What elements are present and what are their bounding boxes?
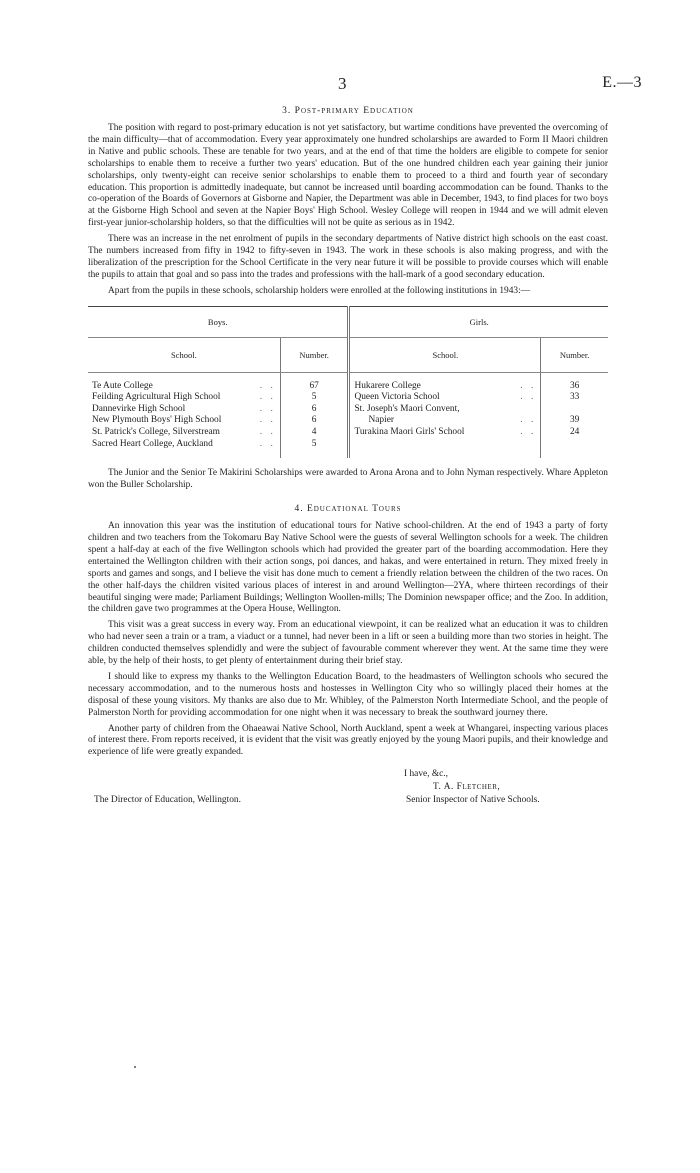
boys-school-text: Feilding Agricultural High School bbox=[92, 392, 221, 403]
boys-number-cell bbox=[280, 439, 349, 451]
dot-leader: . . bbox=[520, 427, 537, 438]
group-header-boys: Boys. bbox=[88, 306, 349, 337]
girls-number-text: 24 bbox=[569, 427, 580, 438]
girls-school-text: Napier bbox=[368, 415, 394, 426]
signatory-name: T. A. Fletcher, bbox=[433, 782, 501, 793]
boys-number-text: 5 bbox=[311, 438, 317, 449]
scholarship-institutions-table bbox=[88, 306, 608, 459]
paragraph: There was an increase in the net enrolment of pupils in the secondary departments of Native district high schools on the east coast. The numbers increased from fifty in 1942 to fifty-seven in 1943. The work in these schools is also making progress, and with the liberalization of the prescription for the School Certificate in the very near future it will be possible to provide courses which will enable the pupils to attain that goal and so pass into the trades and professions with the hall-mark of a good secondary education. bbox=[88, 234, 608, 280]
page-header bbox=[0, 74, 700, 96]
paragraph: The Junior and the Senior Te Makirini Scholarships were awarded to Arona Arona and to John Nyman respectively. Whare Appleton won the Buller Scholarship. bbox=[88, 468, 608, 491]
boys-school-cell bbox=[88, 439, 280, 451]
girls-number-text: 36 bbox=[569, 380, 580, 391]
table-row bbox=[88, 439, 608, 451]
column-header-number: Number. bbox=[541, 337, 608, 372]
girls-number-cell bbox=[541, 404, 608, 416]
dot-leader: . . bbox=[259, 427, 276, 438]
dot-leader: . . bbox=[259, 403, 276, 414]
dot-leader: . . bbox=[520, 380, 537, 391]
boys-number-text: 4 bbox=[311, 427, 317, 438]
girls-number-text: 39 bbox=[569, 415, 580, 426]
boys-number-cell bbox=[280, 427, 349, 439]
dot-leader: . . bbox=[259, 392, 276, 403]
boys-school-cell bbox=[88, 392, 280, 404]
boys-school-text: Sacred Heart College, Auckland bbox=[92, 438, 213, 449]
paragraph: I should like to express my thanks to the Wellington Education Board, to the headmasters of Wellington schools who secured the necessary accommodation, and to the numerous hosts and hostesses in Wellington City who so willingly placed their homes at the disposal of these young visitors. My thanks are also due to Mr. Whibley, of the Palmerston North Intermediate School, and the people of Palmerston North for providing accommodation for one night when it was necessary to break the southward journey there. bbox=[88, 671, 608, 718]
closing-salutation: I have, &c., bbox=[404, 769, 448, 780]
boys-number-text: 6 bbox=[311, 415, 317, 426]
boys-number-text: 6 bbox=[311, 403, 317, 414]
table-body bbox=[88, 372, 608, 458]
boys-number-cell bbox=[280, 381, 349, 393]
girls-number-cell bbox=[541, 439, 608, 451]
girls-school-cell bbox=[349, 415, 541, 427]
girls-school-text: St. Joseph's Maori Convent, bbox=[354, 403, 460, 414]
dot-leader: . . bbox=[259, 380, 276, 391]
boys-number-cell bbox=[280, 415, 349, 427]
group-header-girls: Girls. bbox=[349, 306, 608, 337]
dot-leader: . . bbox=[259, 438, 276, 449]
paragraph: The position with regard to post-primary education is not yet satisfactory, but wartime conditions have prevented the overcoming of the main difficulty—that of accommodation. Every year approximately one hundred scholarships are awarded to Form II Maori children in Native and public schools. These are tenable for two years, and at the end of that time the holders are eligible to compete for senior scholarships to enable them to receive a further two years' education. But of the one hundred children each year gaining their junior scholarships, only twenty-eight can receive senior scholarships to enable them to proceed to a third and fourth year of secondary education. This proportion is admittedly inadequate, but cannot be increased until boarding accommodation can be found. Thanks to the co-operation of the Boards of Governors at Gisborne and Napier, the Department was able in December, 1943, to find places for two boys at the Gisborne High School and seven at the Napier Boys' High School. Wesley College will reopen in 1944 and we will admit eleven first-year junior-scholarship holders, so that the difficulties will not be quite as serious as in 1942. bbox=[88, 123, 608, 229]
table-row bbox=[88, 392, 608, 404]
girls-number-cell bbox=[541, 392, 608, 404]
page-number: 3 bbox=[338, 74, 347, 93]
dot-leader: . . bbox=[520, 415, 537, 426]
girls-number-cell bbox=[541, 427, 608, 439]
column-header-school: School. bbox=[349, 337, 541, 372]
boys-school-text: Te Aute College bbox=[92, 380, 153, 391]
boys-number-text: 5 bbox=[311, 392, 317, 403]
girls-number-text: 33 bbox=[569, 392, 580, 403]
boys-school-cell bbox=[88, 381, 280, 393]
girls-school-cell bbox=[349, 404, 541, 416]
boys-school-cell bbox=[88, 404, 280, 416]
girls-school-cell bbox=[349, 392, 541, 404]
page-body bbox=[88, 104, 608, 839]
boys-number-cell bbox=[280, 404, 349, 416]
signatory-title: Senior Inspector of Native Schools. bbox=[406, 795, 540, 806]
signature-block bbox=[88, 769, 608, 839]
table-row bbox=[88, 404, 608, 416]
boys-school-text: St. Patrick's College, Silverstream bbox=[92, 427, 220, 438]
girls-school-cell bbox=[349, 439, 541, 451]
paragraph: Another party of children from the Ohaeawai Native School, North Auckland, spent a week at Whangarei, inspecting various places of interest there. From reports received, it is evident that the visit was greatly enjoyed by the young Maori pupils, and their knowledge and experience of life were greatly expanded. bbox=[88, 723, 608, 758]
girls-school-text: Turakina Maori Girls' School bbox=[354, 427, 465, 438]
girls-school-cell bbox=[349, 427, 541, 439]
addressee: The Director of Education, Wellington. bbox=[94, 795, 241, 806]
girls-school-text: Queen Victoria School bbox=[354, 392, 440, 403]
boys-school-text: New Plymouth Boys' High School bbox=[92, 415, 222, 426]
ink-speck bbox=[134, 1066, 136, 1068]
column-header-school: School. bbox=[88, 337, 280, 372]
girls-number-cell bbox=[541, 381, 608, 393]
boys-number-cell bbox=[280, 392, 349, 404]
boys-school-cell bbox=[88, 427, 280, 439]
dot-leader: . . bbox=[259, 415, 276, 426]
paragraph: This visit was a great success in every way. From an educational viewpoint, it can be realized what an education it was to children who had never seen a train or a tram, a viaduct or a tunnel, had never been in a lift or seen a building more than two stories in height. The children conducted themselves splendidly and were the subject of favourable comment wherever they went. At the same time they were able, by the help of their hosts, to get plenty of entertainment during their brief stay. bbox=[88, 620, 608, 667]
paragraph: An innovation this year was the institution of educational tours for Native school-children. At the end of 1943 a party of forty children and two teachers from the Tokomaru Bay Native School were the guests of several Wellington schools for a week. The children spent a half-day at each of the five Wellington schools which had provided the greater part of the boarding accommodation. Here they entertained the Wellington children with their action songs, poi dances, and hakas, and were entertained in return. They mixed freely in sports and games and songs, and I believe the visit has done much to cement a friendly relation between the children of the two races. On the other half-days the children visited various places of interest in and around Wellington—2YA, where thirteen recordings of their beautiful singing were made; Parliament Buildings; Wellington Woollen-mills; The Dominion newspaper office; and the Zoo. In addition, the children gave two programmes at the Opera House, Wellington. bbox=[88, 521, 608, 615]
boys-school-cell bbox=[88, 415, 280, 427]
table-row bbox=[88, 427, 608, 439]
section-title-educational-tours: 4. Educational Tours bbox=[294, 504, 402, 515]
boys-number-text: 67 bbox=[309, 380, 319, 391]
girls-school-text: Hukarere College bbox=[354, 380, 421, 391]
table-row bbox=[88, 381, 608, 393]
dot-leader: . . bbox=[520, 392, 537, 403]
page-reference: E.—3 bbox=[602, 74, 642, 91]
girls-school-cell bbox=[349, 381, 541, 393]
column-header-number: Number. bbox=[280, 337, 349, 372]
section-title-post-primary: 3. Post-primary Education bbox=[282, 106, 414, 116]
boys-school-text: Dannevirke High School bbox=[92, 403, 186, 414]
girls-number-cell bbox=[541, 415, 608, 427]
paragraph: Apart from the pupils in these schools, scholarship holders were enrolled at the following institutions in 1943:— bbox=[108, 285, 531, 296]
table-row bbox=[88, 415, 608, 427]
